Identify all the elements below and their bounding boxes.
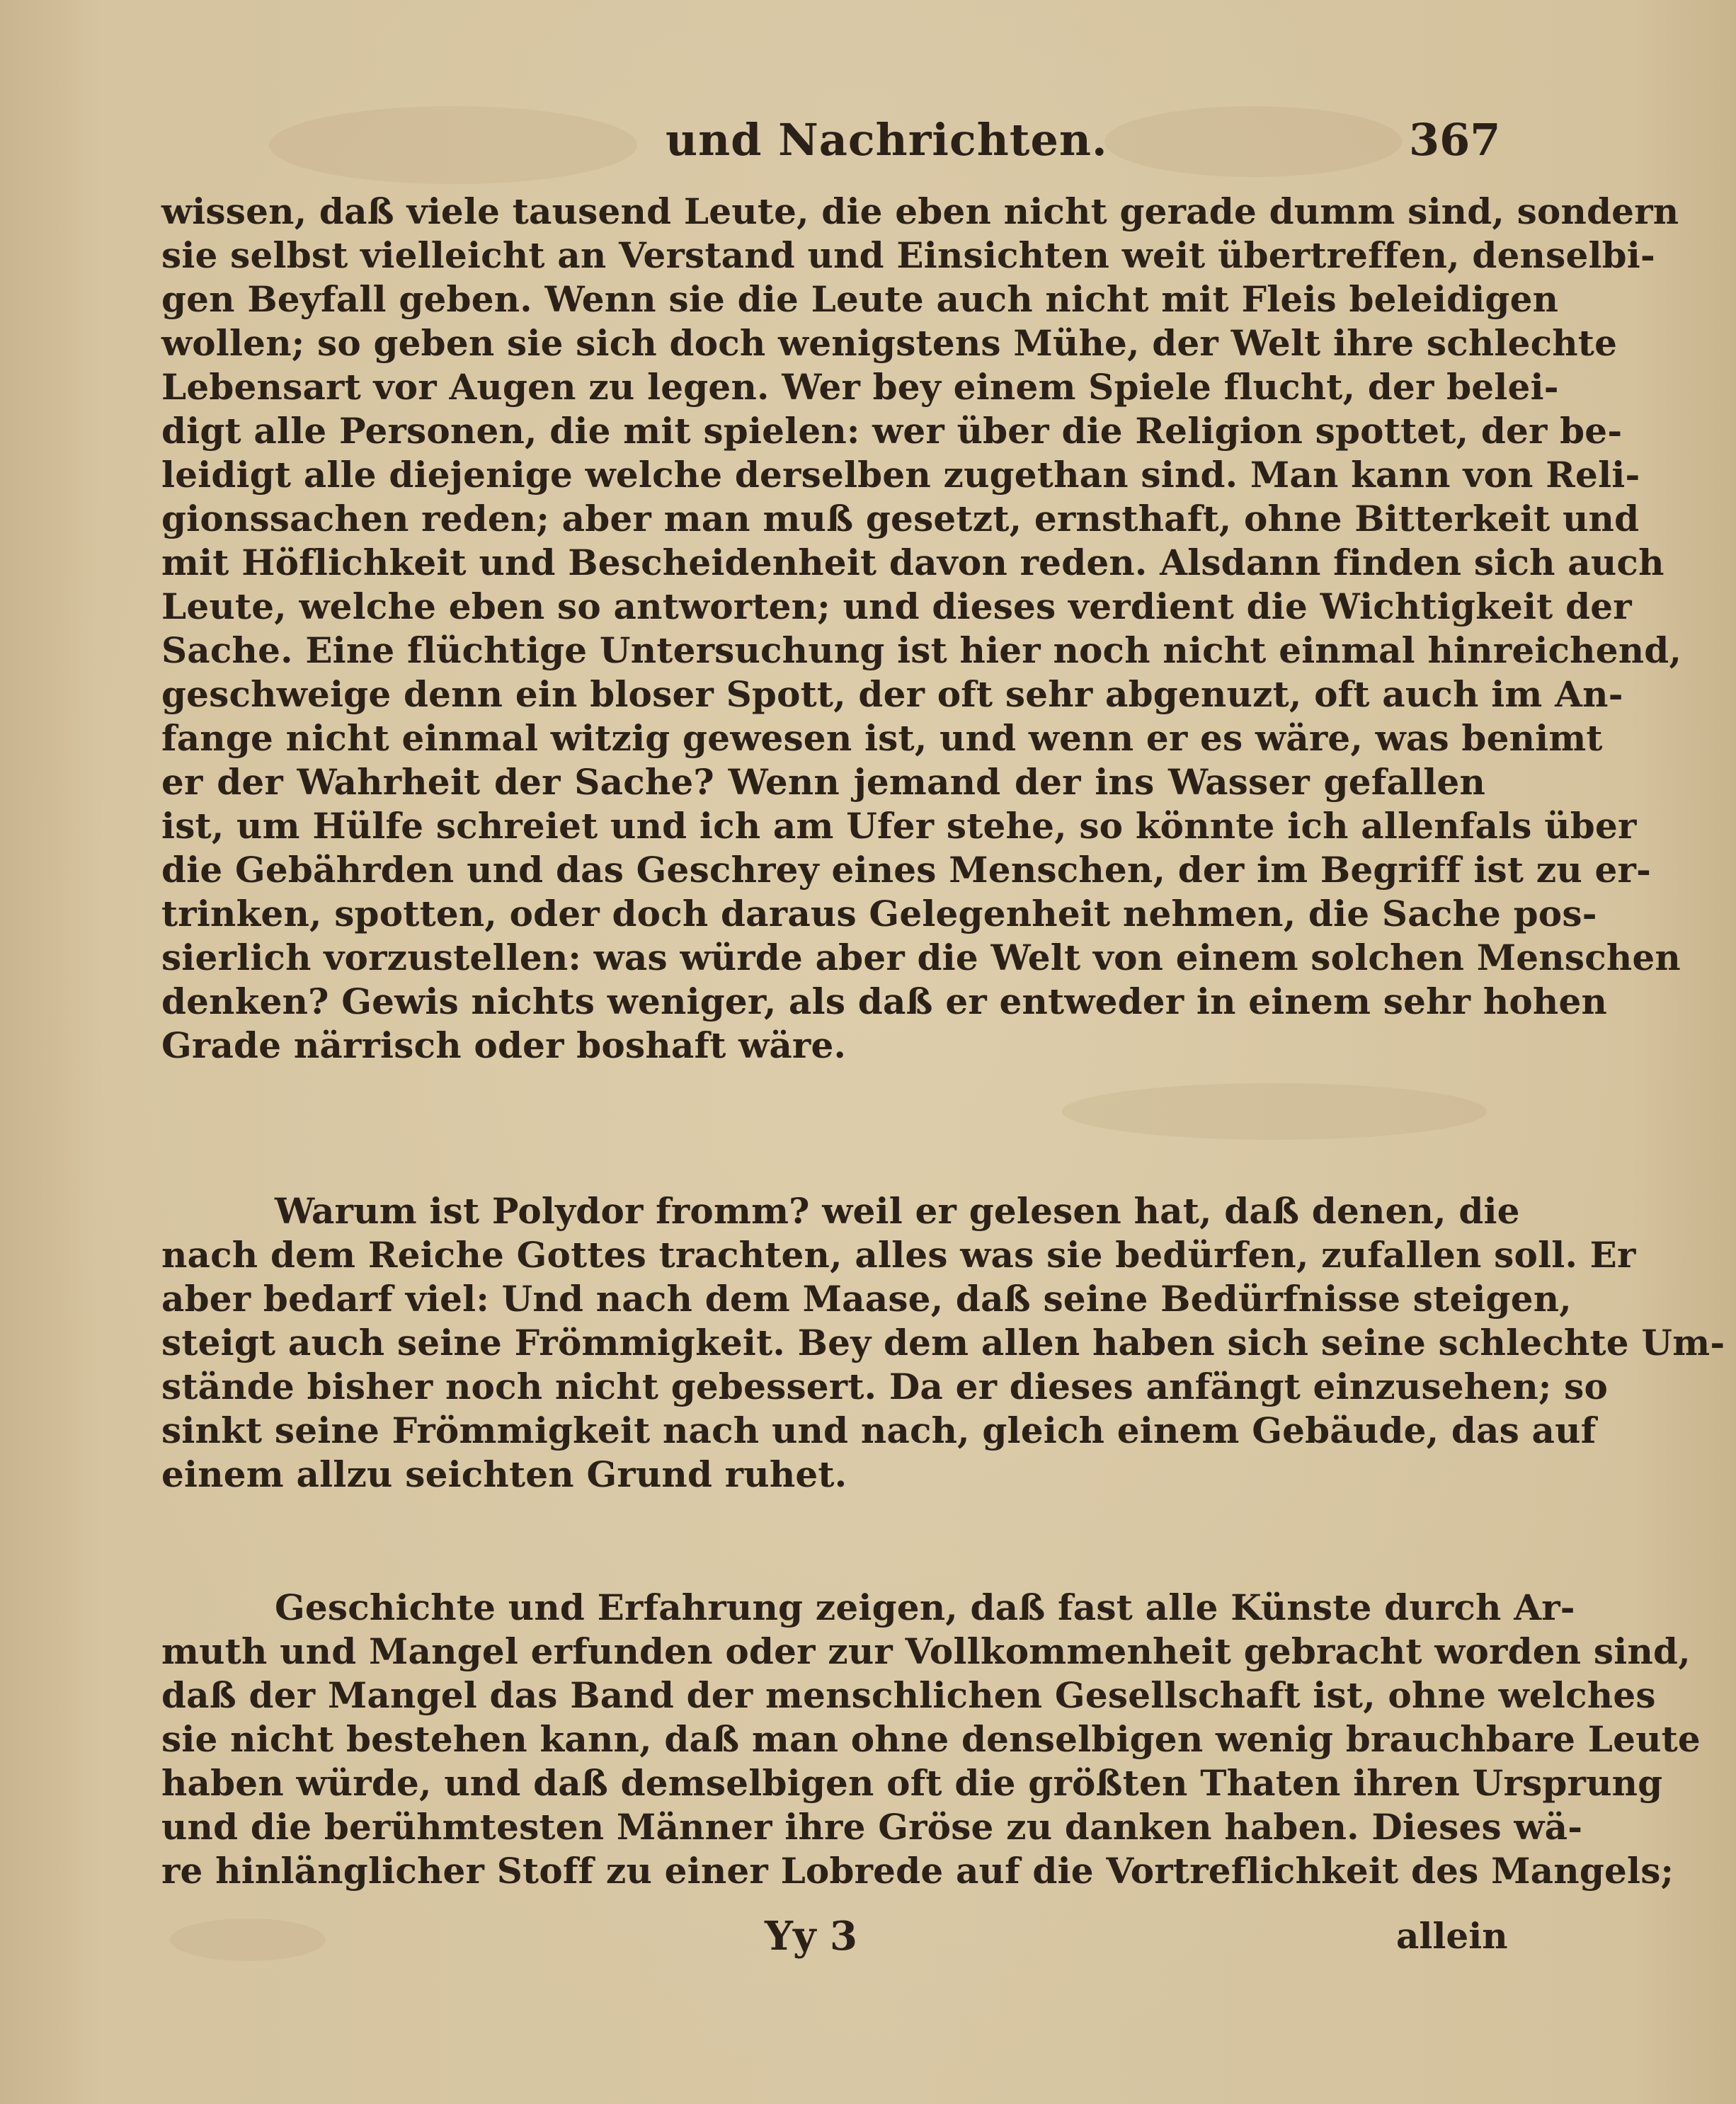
text-line: er der Wahrheit der Sache? Wenn jemand der ins Wasser gefallen bbox=[161, 761, 1485, 803]
text-line: daß der Mangel das Band der menschlichen Gesellschaft ist, ohne welches bbox=[161, 1674, 1656, 1716]
text-line: Grade närrisch oder boshaft wäre. bbox=[161, 1024, 847, 1066]
text-line: einem allzu seichten Grund ruhet. bbox=[161, 1453, 847, 1495]
text-line: digt alle Personen, die mit spielen: wer über die Religion spottet, der be- bbox=[161, 410, 1623, 452]
text-line: Geschichte und Erfahrung zeigen, daß fast alle Künste durch Ar- bbox=[275, 1586, 1575, 1628]
text-line: haben würde, und daß demselbigen oft die größten Thaten ihren Ursprung bbox=[161, 1762, 1663, 1804]
text-line: die Gebährden und das Geschrey eines Menschen, der im Begriff ist zu er- bbox=[161, 849, 1652, 891]
text-line: denken? Gewis nichts weniger, als daß er entweder in einem sehr hohen bbox=[161, 980, 1608, 1022]
text-line: nach dem Reiche Gottes trachten, alles was sie bedürfen, zufallen soll. Er bbox=[161, 1234, 1636, 1276]
paragraph-1 bbox=[161, 190, 1682, 1068]
catchword: allein bbox=[1396, 1915, 1508, 1957]
paragraph-2 bbox=[161, 1189, 1725, 1497]
text-line: ist, um Hülfe schreiet und ich am Ufer stehe, so könnte ich allenfals über bbox=[161, 805, 1637, 847]
text-line: aber bedarf viel: Und nach dem Maase, daß seine Bedürfnisse steigen, bbox=[161, 1278, 1572, 1320]
text-line: Leute, welche eben so antworten; und dieses verdient die Wichtigkeit der bbox=[161, 585, 1632, 627]
running-head: und Nachrichten. bbox=[666, 114, 1108, 166]
signature-mark: Yy 3 bbox=[765, 1913, 857, 1960]
text-line: sierlich vorzustellen: was würde aber die Welt von einem solchen Menschen bbox=[161, 937, 1681, 978]
paragraph-3 bbox=[161, 1586, 1701, 1893]
text-line: steigt auch seine Frömmigkeit. Bey dem allen haben sich seine schlechte Um- bbox=[161, 1322, 1725, 1363]
text-line: wollen; so geben sie sich doch wenigstens Mühe, der Welt ihre schlechte bbox=[161, 322, 1618, 364]
text-line: gen Beyfall geben. Wenn sie die Leute auch nicht mit Fleis beleidigen bbox=[161, 278, 1559, 320]
text-line: geschweige denn ein bloser Spott, der oft sehr abgenuzt, oft auch im An- bbox=[161, 673, 1623, 715]
text-line: re hinlänglicher Stoff zu einer Lobrede auf die Vortreflichkeit des Mangels; bbox=[161, 1850, 1674, 1892]
text-line: wissen, daß viele tausend Leute, die eben nicht gerade dumm sind, sondern bbox=[161, 190, 1679, 232]
page-header bbox=[0, 112, 1736, 168]
page-footer bbox=[0, 1911, 1736, 1961]
text-line: gionssachen reden; aber man muß gesetzt, ernsthaft, ohne Bitterkeit und bbox=[161, 498, 1640, 539]
text-line: Lebensart vor Augen zu legen. Wer bey einem Spiele flucht, der belei- bbox=[161, 366, 1559, 408]
page-number: 367 bbox=[1409, 114, 1501, 166]
text-line: sie selbst vielleicht an Verstand und Einsichten weit übertreffen, denselbi- bbox=[161, 234, 1655, 276]
text-line: sinkt seine Frömmigkeit nach und nach, gleich einem Gebäude, das auf bbox=[161, 1410, 1597, 1451]
text-line: mit Höflichkeit und Bescheidenheit davon reden. Alsdann finden sich auch bbox=[161, 542, 1664, 583]
text-line: muth und Mangel erfunden oder zur Vollkommenheit gebracht worden sind, bbox=[161, 1630, 1691, 1672]
text-line: Warum ist Polydor fromm? weil er gelesen hat, daß denen, die bbox=[275, 1190, 1520, 1232]
text-line: leidigt alle diejenige welche derselben zugethan sind. Man kann von Reli- bbox=[161, 454, 1640, 496]
text-line: stände bisher noch nicht gebessert. Da er dieses anfängt einzusehen; so bbox=[161, 1366, 1609, 1407]
text-line: Sache. Eine flüchtige Untersuchung ist hier noch nicht einmal hinreichend, bbox=[161, 629, 1682, 671]
paper-stain bbox=[1062, 1083, 1487, 1140]
text-line: und die berühmtesten Männer ihre Gröse zu danken haben. Dieses wä- bbox=[161, 1806, 1583, 1848]
text-line: trinken, spotten, oder doch daraus Gelegenheit nehmen, die Sache pos- bbox=[161, 893, 1597, 934]
text-line: fange nicht einmal witzig gewesen ist, und wenn er es wäre, was benimt bbox=[161, 717, 1603, 759]
text-line: sie nicht bestehen kann, daß man ohne denselbigen wenig brauchbare Leute bbox=[161, 1718, 1701, 1760]
